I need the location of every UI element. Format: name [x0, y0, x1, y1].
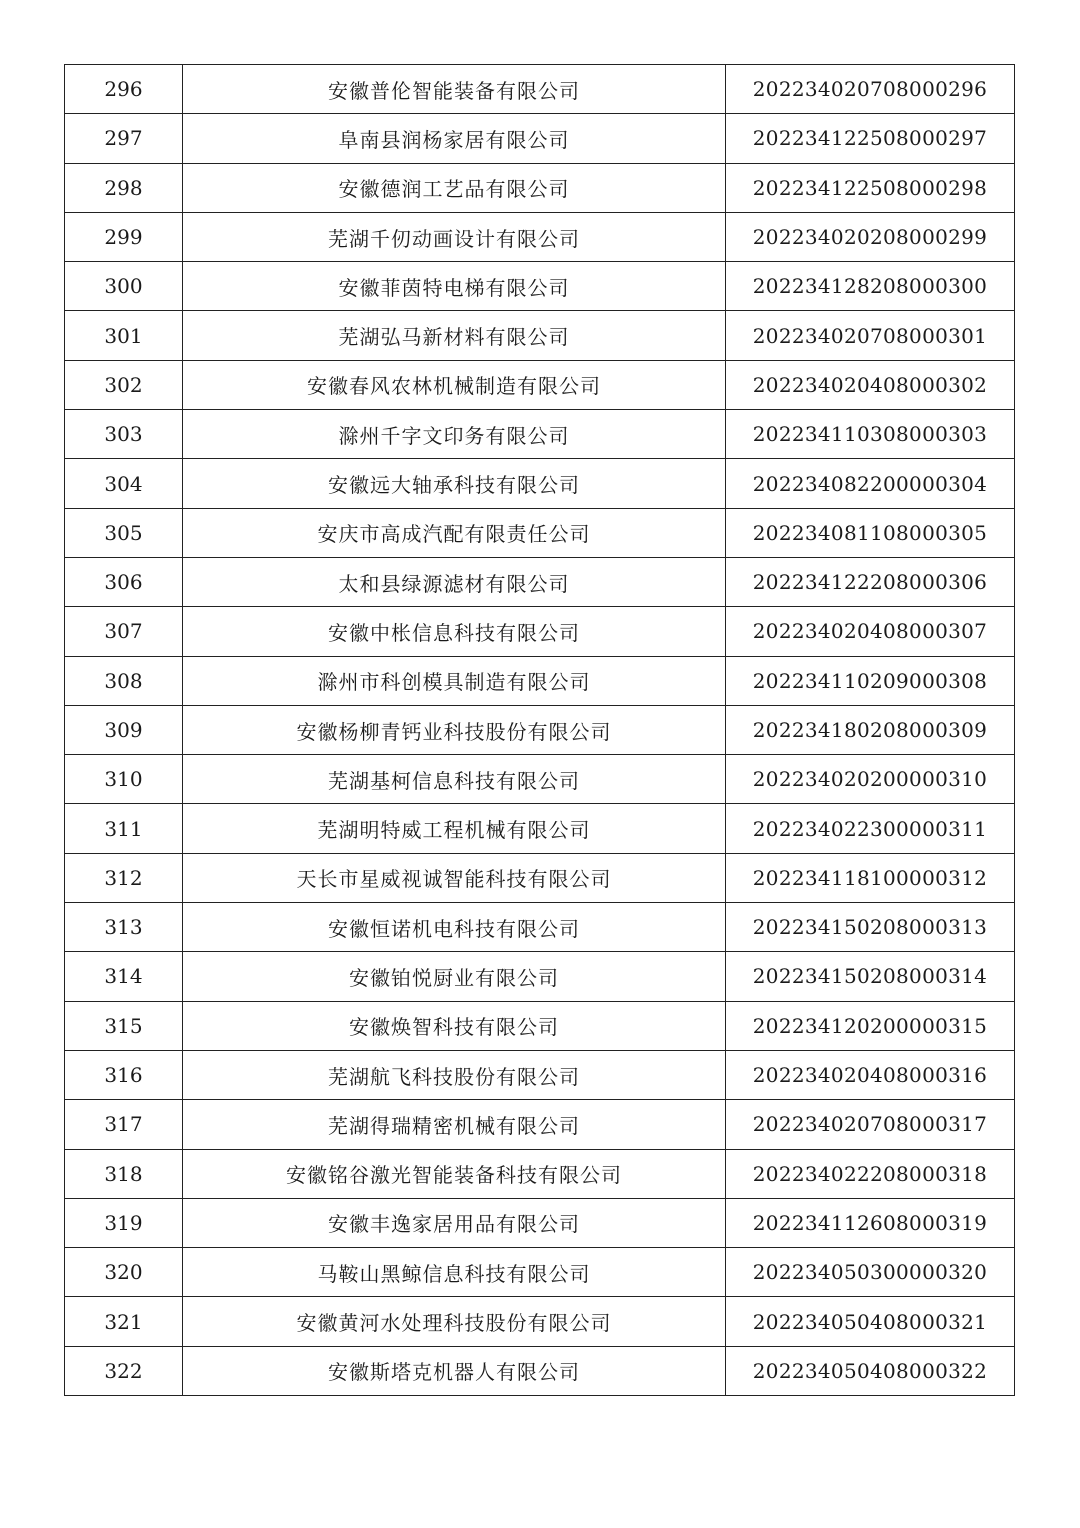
table-row [65, 804, 1015, 853]
company-name-cell: 安徽黄河水处理科技股份有限公司 [183, 1297, 726, 1346]
registration-code-cell: 202234110308000303 [726, 410, 1015, 459]
table-row [65, 656, 1015, 705]
registration-code-cell: 202234020408000316 [726, 1050, 1015, 1099]
table-row [65, 311, 1015, 360]
company-name-cell: 安徽斯塔克机器人有限公司 [183, 1346, 726, 1395]
registration-code-cell: 202234050300000320 [726, 1248, 1015, 1297]
company-name-cell: 芜湖基柯信息科技有限公司 [183, 755, 726, 804]
row-number-cell: 299 [65, 212, 183, 261]
table-row [65, 262, 1015, 311]
row-number-cell: 303 [65, 410, 183, 459]
registration-code-cell: 202234050408000322 [726, 1346, 1015, 1395]
registration-code-cell: 202234110209000308 [726, 656, 1015, 705]
company-list-table [64, 64, 1015, 1396]
company-name-cell: 阜南县润杨家居有限公司 [183, 114, 726, 163]
registration-code-cell: 202234082200000304 [726, 459, 1015, 508]
row-number-cell: 305 [65, 508, 183, 557]
registration-code-cell: 202234150208000314 [726, 952, 1015, 1001]
company-name-cell: 安徽德润工艺品有限公司 [183, 163, 726, 212]
row-number-cell: 320 [65, 1248, 183, 1297]
row-number-cell: 296 [65, 65, 183, 114]
table-row [65, 360, 1015, 409]
row-number-cell: 312 [65, 853, 183, 902]
registration-code-cell: 202234112608000319 [726, 1198, 1015, 1247]
table-row [65, 607, 1015, 656]
company-name-cell: 芜湖弘马新材料有限公司 [183, 311, 726, 360]
table-row [65, 1100, 1015, 1149]
table-row [65, 1001, 1015, 1050]
registration-code-cell: 202234122508000297 [726, 114, 1015, 163]
company-name-cell: 安徽铂悦厨业有限公司 [183, 952, 726, 1001]
company-name-cell: 太和县绿源滤材有限公司 [183, 557, 726, 606]
company-name-cell: 安徽中枨信息科技有限公司 [183, 607, 726, 656]
registration-code-cell: 202234128208000300 [726, 262, 1015, 311]
registration-code-cell: 202234120200000315 [726, 1001, 1015, 1050]
row-number-cell: 317 [65, 1100, 183, 1149]
registration-code-cell: 202234020708000301 [726, 311, 1015, 360]
company-name-cell: 安徽恒诺机电科技有限公司 [183, 903, 726, 952]
registration-code-cell: 202234020208000299 [726, 212, 1015, 261]
row-number-cell: 313 [65, 903, 183, 952]
row-number-cell: 311 [65, 804, 183, 853]
row-number-cell: 306 [65, 557, 183, 606]
row-number-cell: 304 [65, 459, 183, 508]
company-name-cell: 天长市星威视诚智能科技有限公司 [183, 853, 726, 902]
table-row [65, 1198, 1015, 1247]
registration-code-cell: 202234180208000309 [726, 705, 1015, 754]
table-row [65, 459, 1015, 508]
table-row [65, 705, 1015, 754]
table-row [65, 1050, 1015, 1099]
registration-code-cell: 202234122508000298 [726, 163, 1015, 212]
table-row [65, 1149, 1015, 1198]
table-row [65, 1297, 1015, 1346]
row-number-cell: 321 [65, 1297, 183, 1346]
row-number-cell: 302 [65, 360, 183, 409]
registration-code-cell: 202234118100000312 [726, 853, 1015, 902]
table-row [65, 1248, 1015, 1297]
company-name-cell: 滁州市科创模具制造有限公司 [183, 656, 726, 705]
registration-code-cell: 202234122208000306 [726, 557, 1015, 606]
row-number-cell: 314 [65, 952, 183, 1001]
row-number-cell: 300 [65, 262, 183, 311]
registration-code-cell: 202234150208000313 [726, 903, 1015, 952]
table-row [65, 1346, 1015, 1395]
company-name-cell: 安徽杨柳青钙业科技股份有限公司 [183, 705, 726, 754]
table-row [65, 163, 1015, 212]
table-row [65, 755, 1015, 804]
row-number-cell: 307 [65, 607, 183, 656]
row-number-cell: 318 [65, 1149, 183, 1198]
row-number-cell: 319 [65, 1198, 183, 1247]
company-name-cell: 芜湖航飞科技股份有限公司 [183, 1050, 726, 1099]
table-row [65, 212, 1015, 261]
company-name-cell: 芜湖得瑞精密机械有限公司 [183, 1100, 726, 1149]
company-name-cell: 安徽丰逸家居用品有限公司 [183, 1198, 726, 1247]
table-row [65, 65, 1015, 114]
registration-code-cell: 202234050408000321 [726, 1297, 1015, 1346]
row-number-cell: 310 [65, 755, 183, 804]
company-name-cell: 安庆市高成汽配有限责任公司 [183, 508, 726, 557]
row-number-cell: 322 [65, 1346, 183, 1395]
company-name-cell: 芜湖明特威工程机械有限公司 [183, 804, 726, 853]
company-name-cell: 安徽春风农林机械制造有限公司 [183, 360, 726, 409]
row-number-cell: 309 [65, 705, 183, 754]
table-row [65, 410, 1015, 459]
row-number-cell: 301 [65, 311, 183, 360]
company-name-cell: 安徽远大轴承科技有限公司 [183, 459, 726, 508]
registration-code-cell: 202234020408000302 [726, 360, 1015, 409]
company-name-cell: 安徽焕智科技有限公司 [183, 1001, 726, 1050]
registration-code-cell: 202234022300000311 [726, 804, 1015, 853]
registration-code-cell: 202234020708000296 [726, 65, 1015, 114]
table-row [65, 508, 1015, 557]
company-list-table-wrapper [64, 64, 1014, 1396]
registration-code-cell: 202234020408000307 [726, 607, 1015, 656]
company-name-cell: 马鞍山黑鲸信息科技有限公司 [183, 1248, 726, 1297]
registration-code-cell: 202234022208000318 [726, 1149, 1015, 1198]
row-number-cell: 315 [65, 1001, 183, 1050]
table-body [65, 65, 1015, 1396]
row-number-cell: 308 [65, 656, 183, 705]
row-number-cell: 316 [65, 1050, 183, 1099]
table-row [65, 853, 1015, 902]
registration-code-cell: 202234081108000305 [726, 508, 1015, 557]
company-name-cell: 安徽菲茵特电梯有限公司 [183, 262, 726, 311]
table-row [65, 114, 1015, 163]
row-number-cell: 298 [65, 163, 183, 212]
table-row [65, 557, 1015, 606]
table-row [65, 952, 1015, 1001]
registration-code-cell: 202234020200000310 [726, 755, 1015, 804]
company-name-cell: 安徽普伦智能装备有限公司 [183, 65, 726, 114]
row-number-cell: 297 [65, 114, 183, 163]
company-name-cell: 芜湖千仞动画设计有限公司 [183, 212, 726, 261]
table-row [65, 903, 1015, 952]
company-name-cell: 滁州千字文印务有限公司 [183, 410, 726, 459]
company-name-cell: 安徽铭谷激光智能装备科技有限公司 [183, 1149, 726, 1198]
registration-code-cell: 202234020708000317 [726, 1100, 1015, 1149]
